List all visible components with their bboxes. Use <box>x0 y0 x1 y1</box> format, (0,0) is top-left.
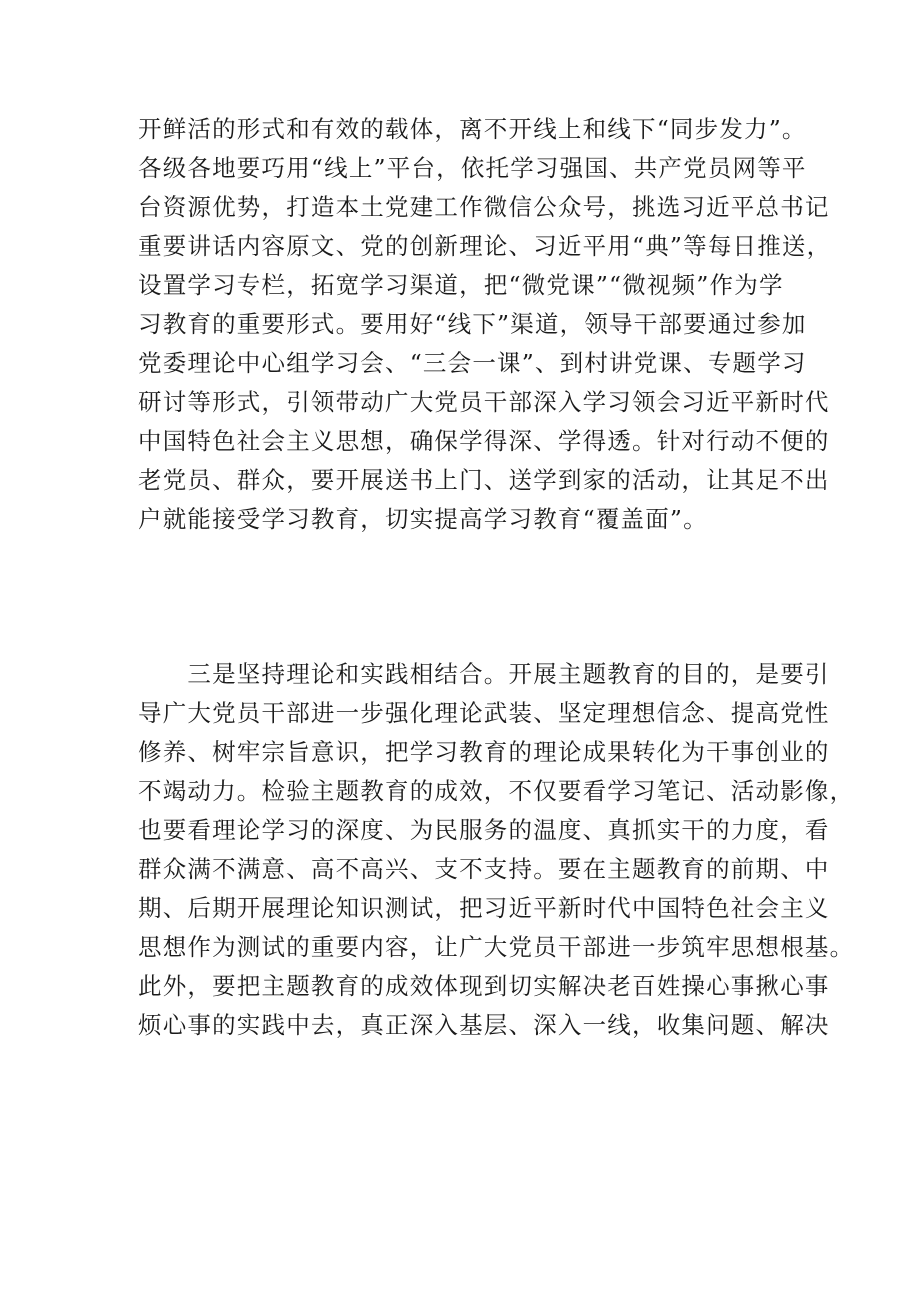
paragraph-theory-practice <box>138 655 855 1045</box>
paragraph-line: 不竭动力。检验主题教育的成效，不仅要看学习笔记、活动影像， <box>138 777 855 805</box>
paragraph-line: 也要看理论学习的深度、为民服务的温度、真抓实干的力度，看 <box>138 816 830 844</box>
paragraph-line: 此外，要把主题教育的成效体现到切实解决老百姓操心事揪心事 <box>138 972 830 1000</box>
paragraph-line: 修养、树牢宗旨意识，把学习教育的理论成果转化为干事创业的 <box>138 738 830 766</box>
paragraph-line: 三是坚持理论和实践相结合。开展主题教育的目的，是要引 <box>138 660 830 688</box>
paragraph-line: 研讨等形式，引领带动广大党员干部深入学习领会习近平新时代 <box>138 388 830 416</box>
paragraph-line: 户就能接受学习教育，切实提高学习教育“覆盖面”。 <box>138 505 708 533</box>
paragraph-line: 思想作为测试的重要内容，让广大党员干部进一步筑牢思想根基。 <box>138 933 855 961</box>
paragraph-line: 老党员、群众，要开展送书上门、送学到家的活动，让其足不出 <box>138 466 830 494</box>
paragraph-line: 期、后期开展理论知识测试，把习近平新时代中国特色社会主义 <box>138 894 830 922</box>
paragraph-line: 各级各地要巧用“线上”平台，依托学习强国、共产党员网等平 <box>138 154 807 182</box>
paragraph-line: 台资源优势，打造本土党建工作微信公众号，挑选习近平总书记 <box>138 193 830 221</box>
paragraph-line: 重要讲话内容原文、党的创新理论、习近平用“典”等每日推送， <box>138 232 832 260</box>
paragraph-line: 导广大党员干部进一步强化理论武装、坚定理想信念、提高党性 <box>138 699 830 727</box>
paragraph-line: 群众满不满意、高不高兴、支不支持。要在主题教育的前期、中 <box>138 855 830 883</box>
paragraph-line: 烦心事的实践中去，真正深入基层、深入一线，收集问题、解决 <box>138 1011 830 1039</box>
paragraph-line: 习教育的重要形式。要用好“线下”渠道，领导干部要通过参加 <box>138 310 807 338</box>
paragraph-line: 开鲜活的形式和有效的载体，离不开线上和线下“同步发力”。 <box>138 115 807 143</box>
paragraph-line: 中国特色社会主义思想，确保学得深、学得透。针对行动不便的 <box>138 427 830 455</box>
paragraph-line: 设置学习专栏，拓宽学习渠道，把“微党课”“微视频”作为学 <box>138 271 784 299</box>
paragraph-online-offline <box>138 110 832 539</box>
paragraph-line: 党委理论中心组学习会、“三会一课”、到村讲党课、专题学习 <box>138 349 807 377</box>
